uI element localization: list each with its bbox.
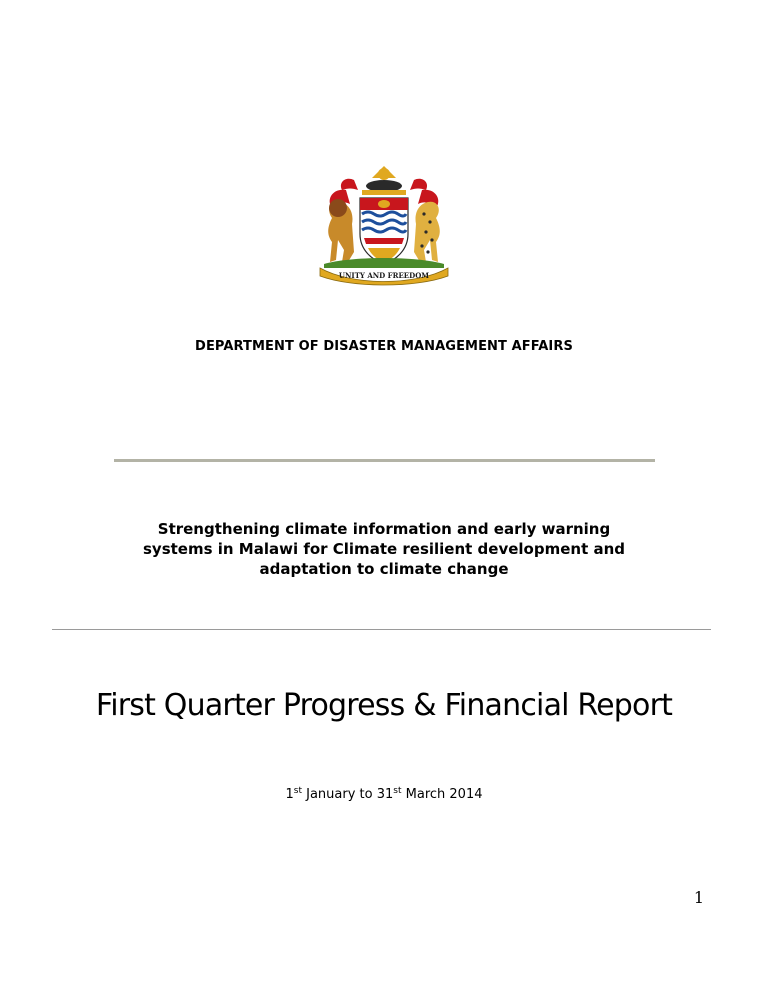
project-title-line: adaptation to climate change bbox=[259, 560, 509, 578]
page-number: 1 bbox=[693, 888, 704, 907]
period-end-suffix: st bbox=[393, 786, 402, 796]
period-end-month-year: March 2014 bbox=[405, 787, 483, 802]
department-name: DEPARTMENT OF DISASTER MANAGEMENT AFFAIRS bbox=[195, 339, 573, 354]
divider-bottom bbox=[52, 629, 711, 630]
period-end-day: 31 bbox=[376, 787, 394, 802]
report-title: First Quarter Progress & Financial Report bbox=[95, 688, 673, 723]
coat-of-arms-icon bbox=[302, 160, 466, 288]
period-start-suffix: st bbox=[293, 786, 302, 796]
project-title-line: systems in Malawi for Climate resilient development and bbox=[142, 540, 626, 558]
reporting-period bbox=[0, 787, 768, 802]
svg-text:UNITY AND FREEDOM: UNITY AND FREEDOM bbox=[338, 271, 430, 280]
project-title bbox=[100, 519, 668, 579]
period-start-day: 1 bbox=[285, 787, 294, 802]
divider-top bbox=[114, 459, 655, 462]
period-start-month: January to bbox=[306, 787, 373, 802]
project-title-line: Strengthening climate information and early warning bbox=[157, 520, 611, 538]
